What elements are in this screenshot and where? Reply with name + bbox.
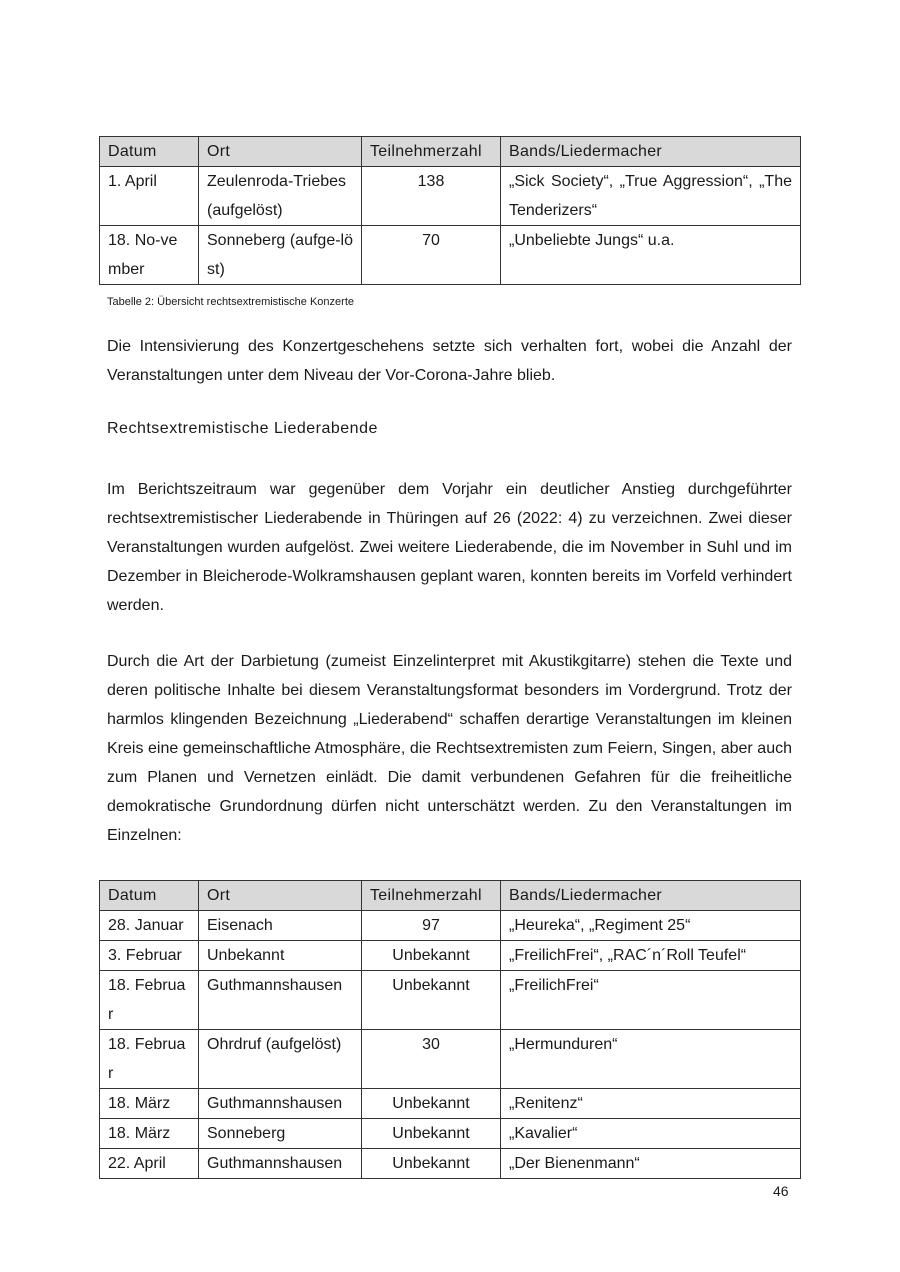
table-cell: 18. März <box>100 1089 199 1119</box>
page-number: 46 <box>773 1183 789 1199</box>
table-cell: Ohrdruf (aufgelöst) <box>199 1030 362 1089</box>
section-heading: Rechtsextremistische Liederabende <box>107 420 378 437</box>
table-cell: „Unbeliebte Jungs“ u.a. <box>501 226 801 285</box>
table-row <box>100 1149 801 1179</box>
table-cell: Sonneberg (aufge-löst) <box>199 226 362 285</box>
table-cell: 18. Februar <box>100 971 199 1030</box>
table-cell: 97 <box>362 911 501 941</box>
table-row <box>100 941 801 971</box>
paragraph: Im Berichtszeitraum war gegenüber dem Vorjahr ein deutlicher Anstieg durchgeführter rechtsextremistischer Liederabende in Thüringen auf 26 (2022: 4) zu verzeichnen. Zwei dieser Veranstaltungen wurden aufgelöst. Zwei weitere Liederabende, die im November in Suhl und im Dezember in Bleicherode-Wolkramshausen geplant waren, konnten bereits im Vorfeld verhindert werden. <box>107 481 792 614</box>
table-cell: Sonneberg <box>199 1119 362 1149</box>
table-cell: Unbekannt <box>362 941 501 971</box>
column-header: Bands/Liedermacher <box>501 137 801 167</box>
table-cell: 70 <box>362 226 501 285</box>
column-header: Datum <box>100 137 199 167</box>
table-cell: Unbekannt <box>362 1119 501 1149</box>
table-cell: 1. April <box>100 167 199 226</box>
table-header-row <box>100 881 801 911</box>
table-cell: „Heureka“, „Regiment 25“ <box>501 911 801 941</box>
table-row <box>100 1119 801 1149</box>
table-cell: Guthmannshausen <box>199 1089 362 1119</box>
column-header: Teilnehmerzahl <box>362 137 501 167</box>
table-cell: Zeulenroda-Triebes (aufgelöst) <box>199 167 362 226</box>
table-row <box>100 971 801 1030</box>
table-cell: 30 <box>362 1030 501 1089</box>
table-row <box>100 911 801 941</box>
table-cell: Guthmannshausen <box>199 971 362 1030</box>
table-cell: „FreilichFrei“ <box>501 971 801 1030</box>
column-header: Ort <box>199 881 362 911</box>
table-row <box>100 226 801 285</box>
paragraph: Die Intensivierung des Konzertgeschehens setzte sich verhalten fort, wobei die Anzahl der Veranstaltungen unter dem Niveau der Vor-Corona-Jahre blieb. <box>107 338 792 384</box>
table-cell: 28. Januar <box>100 911 199 941</box>
table-cell: „Renitenz“ <box>501 1089 801 1119</box>
table-cell: Eisenach <box>199 911 362 941</box>
table-cell: Unbekannt <box>362 1089 501 1119</box>
table-cell: Unbekannt <box>362 1149 501 1179</box>
table-row <box>100 167 801 226</box>
table-cell: „Der Bienenmann“ <box>501 1149 801 1179</box>
table-cell: 18. No-vember <box>100 226 199 285</box>
column-header: Bands/Liedermacher <box>501 881 801 911</box>
table-cell: „FreilichFrei“, „RAC´n´Roll Teufel“ <box>501 941 801 971</box>
table-row <box>100 1030 801 1089</box>
column-header: Teilnehmerzahl <box>362 881 501 911</box>
table-cell: 3. Februar <box>100 941 199 971</box>
table-cell: „Kavalier“ <box>501 1119 801 1149</box>
table-cell: „Hermunduren“ <box>501 1030 801 1089</box>
concerts-table <box>99 136 801 285</box>
column-header: Datum <box>100 881 199 911</box>
table-cell: Unbekannt <box>362 971 501 1030</box>
table-cell: 138 <box>362 167 501 226</box>
table-cell: 18. Februar <box>100 1030 199 1089</box>
table-cell: 22. April <box>100 1149 199 1179</box>
song-evenings-table <box>99 880 801 1179</box>
table-caption: Tabelle 2: Übersicht rechtsextremistische Konzerte <box>107 296 354 308</box>
paragraph: Durch die Art der Darbietung (zumeist Einzelinterpret mit Akustikgitarre) stehen die Texte und deren politische Inhalte bei diesem Veranstaltungsformat besonders im Vordergrund. Trotz der harmlos klingenden Bezeichnung „Liederabend“ schaffen derartige Veranstaltungen im kleinen Kreis eine gemeinschaftliche Atmosphäre, die Rechtsextremisten zum Feiern, Singen, aber auch zum Planen und Vernetzen einlädt. Die damit verbundenen Gefahren für die freiheitliche demokratische Grundordnung dürfen nicht unterschätzt werden. Zu den Veranstaltungen im Einzelnen: <box>107 653 792 844</box>
table-cell: Unbekannt <box>199 941 362 971</box>
table-cell: „Sick Society“, „True Aggression“, „The Tenderizers“ <box>501 167 801 226</box>
table-header-row <box>100 137 801 167</box>
table-cell: 18. März <box>100 1119 199 1149</box>
table-row <box>100 1089 801 1119</box>
table-cell: Guthmannshausen <box>199 1149 362 1179</box>
column-header: Ort <box>199 137 362 167</box>
